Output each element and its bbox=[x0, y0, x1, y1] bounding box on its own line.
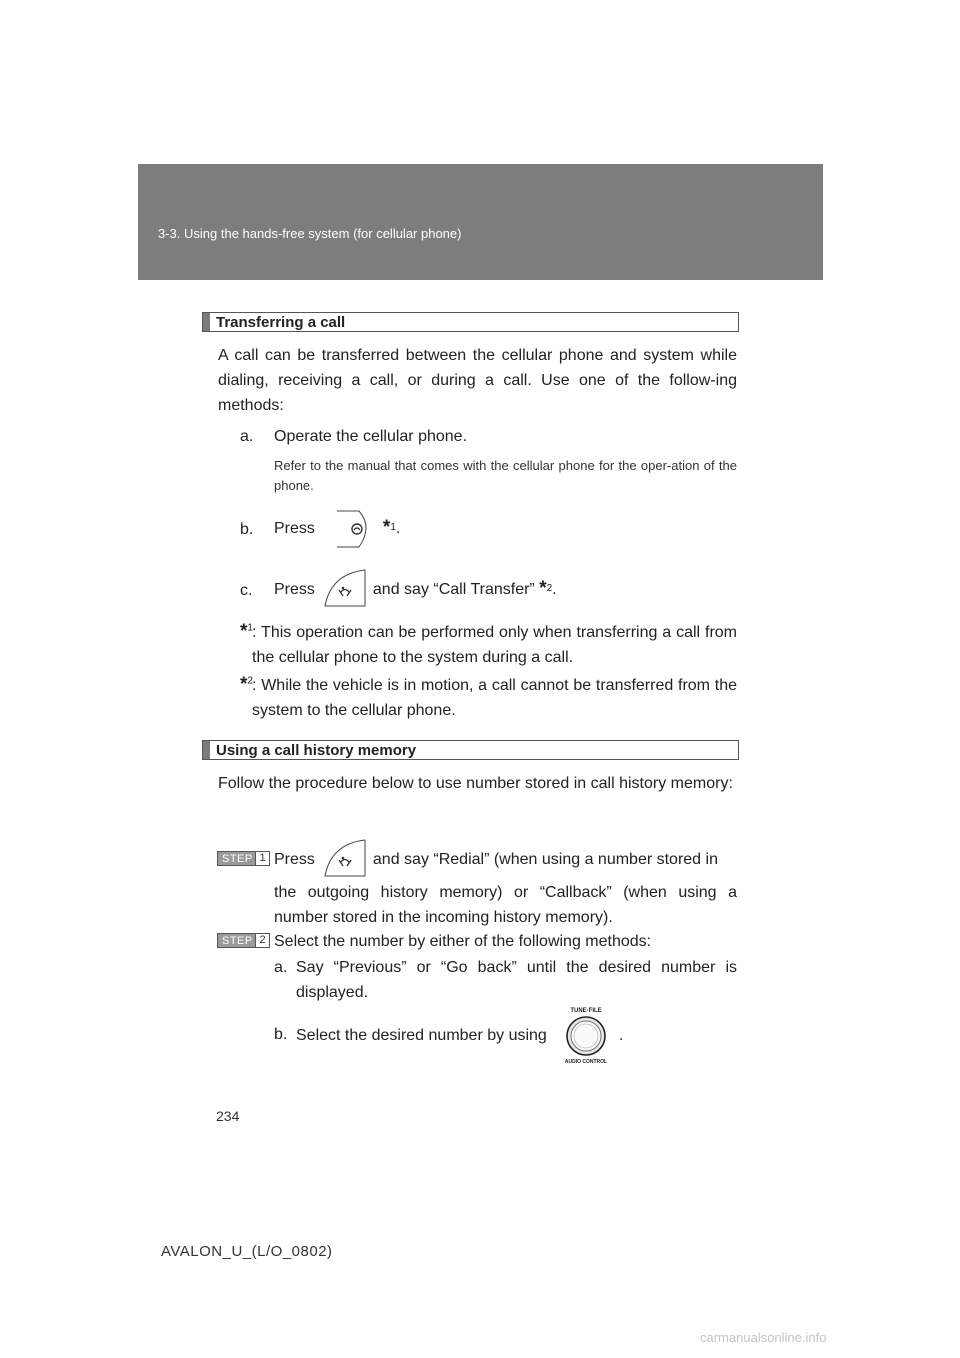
item-c-press: Press bbox=[274, 580, 315, 598]
page-number: 234 bbox=[216, 1108, 240, 1124]
step-1-line bbox=[274, 836, 718, 882]
footnote-1-body: : This operation can be performed only when transferring a call from the cellular phone to the system during a call. bbox=[252, 624, 737, 666]
footnote-1-star: * bbox=[240, 621, 248, 642]
step-2-b-marker: b. bbox=[274, 1026, 288, 1043]
item-b-end: . bbox=[395, 519, 401, 537]
step-1-text: and say “Redial” (when using a number stored in bbox=[372, 850, 718, 868]
knob-bottom-label: AUDIO CONTROL bbox=[564, 1059, 607, 1065]
step-2-a-marker: a. bbox=[274, 959, 288, 976]
phone-hangup-button-icon bbox=[333, 505, 379, 551]
footnote-2-star: * bbox=[240, 674, 248, 695]
footer-code: AVALON_U_(L/O_0802) bbox=[161, 1243, 333, 1260]
step-number: 2 bbox=[255, 934, 269, 947]
step-number: 1 bbox=[255, 852, 269, 865]
item-c-end: . bbox=[552, 580, 557, 598]
footnote-1-text bbox=[252, 620, 737, 670]
item-b-press: Press bbox=[274, 519, 315, 537]
header-band bbox=[138, 164, 823, 280]
knob-top-label: TUNE·FILE bbox=[570, 1008, 602, 1014]
item-b-marker: b. bbox=[240, 521, 254, 538]
step-2-b-end: . bbox=[618, 1026, 624, 1044]
item-c-text: and say “Call Transfer” bbox=[372, 580, 535, 598]
item-c-line: Press and say “Call Transfer” * 2 . bbox=[274, 566, 557, 612]
footnote-2-ref: 2 bbox=[247, 675, 253, 687]
tune-file-knob-icon bbox=[557, 1005, 615, 1065]
section-title: Using a call history memory bbox=[216, 742, 417, 759]
step-2-b-line bbox=[296, 1008, 624, 1065]
step-2-a-text: Say “Previous” or “Go back” until the desired number is displayed. bbox=[296, 959, 737, 1001]
item-a-note: Refer to the manual that comes with the cellular phone for the oper-ation of the phone. bbox=[274, 458, 737, 493]
step-1-press: Press bbox=[274, 850, 315, 868]
step-1-continuation: the outgoing history memory) or “Callback” (when using a number stored in the incoming history memory). bbox=[274, 884, 737, 926]
voice-talk-button-icon bbox=[321, 836, 367, 882]
footnote-1-ref: 1 bbox=[247, 622, 253, 634]
item-a-marker: a. bbox=[240, 428, 254, 445]
section-tab-marker bbox=[203, 741, 210, 759]
item-b-line: Press * 1 . bbox=[274, 505, 400, 551]
header-title: 3-3. Using the hands-free system (for cellular phone) bbox=[158, 226, 462, 241]
step-1-badge bbox=[217, 851, 270, 866]
section-transferring-call-bar bbox=[202, 312, 739, 332]
section-tab-marker bbox=[203, 313, 210, 331]
step-2-text: Select the number by either of the following methods: bbox=[274, 933, 652, 950]
section-call-history-bar bbox=[202, 740, 739, 760]
footnote-2-body: : While the vehicle is in motion, a call cannot be transferred from the system to the cellular phone. bbox=[252, 677, 737, 719]
item-a-text: Operate the cellular phone. bbox=[274, 428, 468, 445]
footnote-2-text bbox=[252, 673, 737, 723]
item-c-marker: c. bbox=[240, 582, 253, 599]
section1-intro: A call can be transferred between the cellular phone and system while dialing, receiving a call, or during a call. Use one of the follow-ing methods: bbox=[218, 347, 737, 414]
section-title: Transferring a call bbox=[216, 314, 346, 331]
step-2-b-text: Select the desired number by using bbox=[296, 1026, 547, 1044]
step-label: STEP bbox=[222, 935, 253, 947]
voice-talk-button-icon bbox=[321, 566, 367, 612]
watermark: carmanualsonline.info bbox=[700, 1330, 827, 1345]
step-label: STEP bbox=[222, 853, 253, 865]
section2-intro: Follow the procedure below to use number stored in call history memory: bbox=[218, 775, 733, 792]
step-2-badge bbox=[217, 933, 270, 948]
